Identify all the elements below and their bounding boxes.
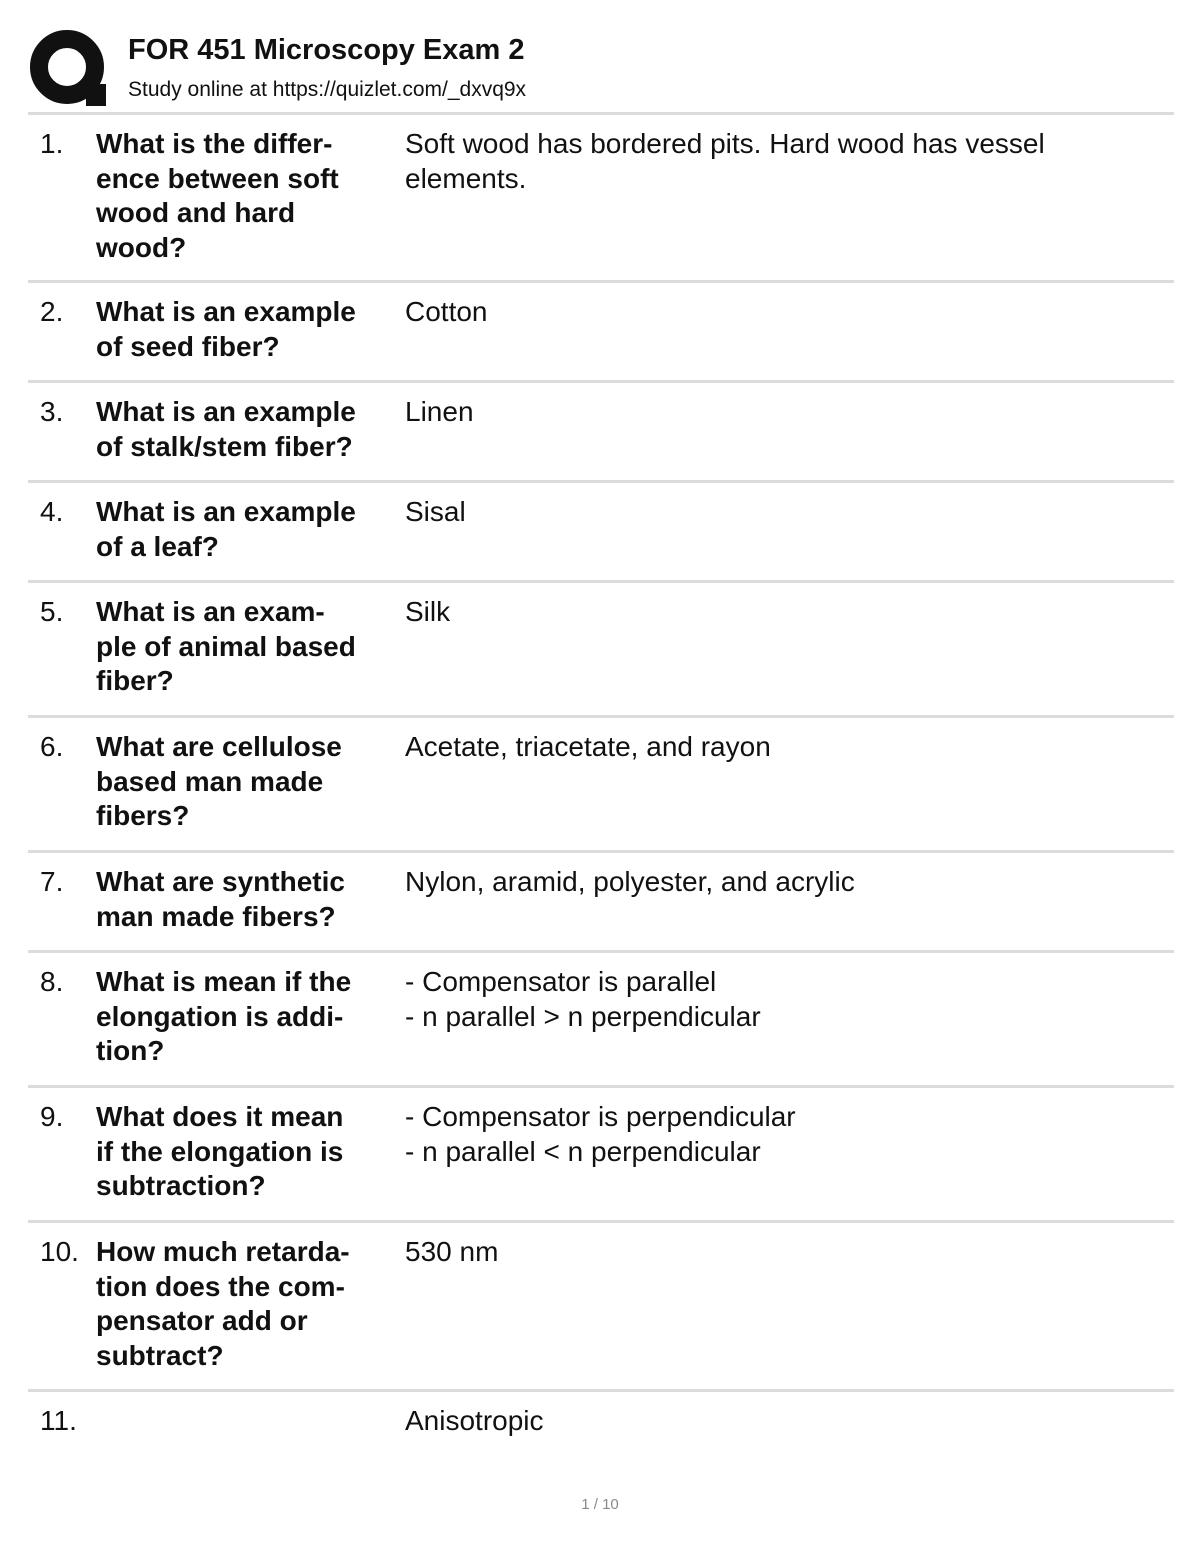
card-term: What are cellulose based man made fibers?: [96, 731, 342, 831]
card-number: 6.: [40, 731, 64, 762]
card-term: What is mean if the elongation is addi- tion?: [96, 966, 352, 1066]
flashcard-row: [28, 283, 1174, 383]
card-definition: Soft wood has bordered pits. Hard wood has vessel elements.: [405, 128, 1045, 194]
card-number: 2.: [40, 296, 64, 327]
card-number: 1.: [40, 128, 64, 159]
card-term: What are synthetic man made fibers?: [96, 866, 345, 932]
quizlet-logo-icon: [28, 28, 108, 108]
flashcard-row: [28, 383, 1174, 483]
study-online-link[interactable]: Study online at https://quizlet.com/_dxvq9x: [128, 78, 527, 101]
card-definition: - Compensator is parallel - n parallel > n perpendicular: [405, 966, 761, 1032]
card-definition: Sisal: [405, 496, 466, 527]
flashcard-row: [28, 718, 1174, 853]
flashcard-row: [28, 1223, 1174, 1392]
card-definition: Silk: [405, 596, 451, 627]
card-term: What does it mean if the elongation is subtraction?: [96, 1101, 344, 1201]
card-definition: Nylon, aramid, polyester, and acrylic: [405, 866, 855, 897]
card-definition: Cotton: [405, 296, 488, 327]
card-definition: Acetate, triacetate, and rayon: [405, 731, 771, 762]
page-header: [28, 28, 1174, 112]
card-term: What is an exam- ple of animal based fiber?: [96, 596, 356, 696]
page-number: 1 / 10: [581, 1496, 619, 1513]
card-definition: Linen: [405, 396, 474, 427]
card-term: What is an example of a leaf?: [96, 496, 356, 562]
card-number: 3.: [40, 396, 64, 427]
flashcard-list: [28, 115, 1174, 1462]
flashcard-row: [28, 1088, 1174, 1223]
card-number: 9.: [40, 1101, 64, 1132]
flashcard-row: [28, 583, 1174, 718]
card-number: 5.: [40, 596, 64, 627]
card-term: What is an example of stalk/stem fiber?: [96, 396, 356, 462]
card-number: 8.: [40, 966, 64, 997]
card-number: 7.: [40, 866, 64, 897]
flashcard-row: [28, 1392, 1174, 1462]
page-title: FOR 451 Microscopy Exam 2: [128, 34, 525, 66]
flashcard-row: [28, 115, 1174, 283]
card-definition: - Compensator is perpendicular - n parallel < n perpendicular: [405, 1101, 796, 1167]
card-term: What is an example of seed fiber?: [96, 296, 356, 362]
card-term: How much retarda- tion does the com- pensator add or subtract?: [96, 1236, 350, 1371]
card-number: 11.: [40, 1405, 77, 1436]
card-definition: Anisotropic: [405, 1405, 544, 1436]
card-number: 4.: [40, 496, 64, 527]
card-term: What is the differ- ence between soft wood and hard wood?: [96, 128, 339, 263]
card-definition: 530 nm: [405, 1236, 499, 1267]
flashcard-row: [28, 953, 1174, 1088]
flashcard-row: [28, 853, 1174, 953]
flashcard-row: [28, 483, 1174, 583]
card-number: 10.: [40, 1236, 79, 1267]
